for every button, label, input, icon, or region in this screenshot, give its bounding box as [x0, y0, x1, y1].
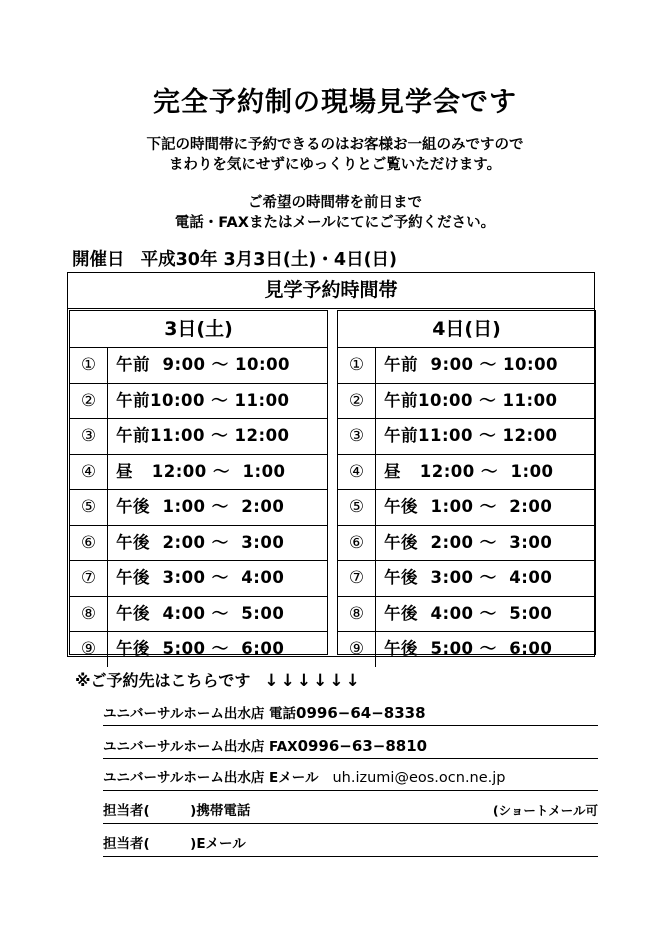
slot-time: 午前 9:00 〜 10:00	[384, 355, 559, 374]
contact-heading-text: ※ご予約先はこちらです	[75, 671, 251, 690]
time-slot-row	[338, 348, 595, 384]
slot-time: 昼 12:00 〜 1:00	[116, 461, 286, 481]
slot-time: 午後 1:00 〜 2:00	[384, 497, 553, 516]
time-slot-row	[70, 561, 327, 597]
time-slot-row	[70, 526, 327, 562]
time-slot-row	[70, 597, 327, 633]
slot-number: ⑥	[338, 526, 376, 561]
slot-number: ④	[338, 455, 376, 490]
contact-line-phone	[103, 702, 598, 726]
time-slot-row	[338, 419, 595, 455]
slot-time: 午前11:00 〜 12:00	[384, 426, 558, 445]
intro-line: ご希望の時間帯を前日まで	[248, 195, 422, 211]
contact-heading	[75, 668, 362, 691]
slot-time: 昼 12:00 〜 1:00	[384, 461, 554, 481]
slot-number: ⑧	[338, 597, 376, 632]
slot-time: 午前10:00 〜 11:00	[384, 390, 558, 410]
slot-time: 午前11:00 〜 12:00	[116, 426, 290, 445]
slot-number: ②	[70, 384, 108, 419]
staff-email-label: 担当者( )Eメール	[103, 836, 246, 852]
intro-line: 電話・FAXまたはメールにてにご予約ください。	[174, 215, 496, 231]
slot-number: ⑦	[70, 561, 108, 596]
day-column-4th	[337, 310, 596, 659]
event-date-value: 平成30年 3月3日(土)・4日(日)	[140, 250, 398, 270]
slot-number: ①	[338, 348, 376, 383]
intro-line: 下記の時間帯に予約できるのはお客様お一組のみですので	[146, 137, 524, 153]
slot-time: 午後 1:00 〜 2:00	[116, 497, 285, 516]
day-column-3rd	[69, 310, 328, 659]
fax-label: ユニバーサルホーム出水店 FAX	[103, 739, 298, 755]
time-slot-row	[338, 597, 595, 633]
slot-time: 午後 5:00 〜 6:00	[384, 639, 553, 658]
slot-time: 午後 2:00 〜 3:00	[116, 532, 285, 552]
time-slot-row	[70, 419, 327, 455]
slot-time: 午後 4:00 〜 5:00	[116, 603, 285, 623]
fax-number: 0996−63−8810	[297, 737, 428, 755]
slot-time: 午後 5:00 〜 6:00	[116, 639, 285, 658]
email-label: ユニバーサルホーム出水店 Eメール	[103, 770, 319, 786]
slot-time: 午後 3:00 〜 4:00	[384, 568, 553, 587]
slot-number: ⑥	[70, 526, 108, 561]
day-header: 4日(日)	[338, 311, 595, 348]
table-title: 見学予約時間帯	[68, 273, 594, 309]
slot-time: 午前 9:00 〜 10:00	[116, 355, 291, 374]
intro-line: まわりを気にせずにゆっくりとご覧いただけます。	[168, 157, 502, 173]
contact-line-fax	[103, 735, 598, 759]
slot-time: 午後 2:00 〜 3:00	[384, 532, 553, 552]
time-slot-row	[70, 632, 327, 667]
slot-number: ⑦	[338, 561, 376, 596]
time-slot-row	[70, 384, 327, 420]
email-address: uh.izumi@eos.ocn.ne.jp	[332, 770, 506, 786]
down-arrows-icon: ↓↓↓↓↓↓	[264, 671, 362, 691]
day-header: 3日(土)	[70, 311, 327, 348]
staff-mobile-label: 担当者( )携帯電話	[103, 803, 251, 819]
intro-paragraph-1	[0, 135, 670, 175]
page-title: 完全予約制の現場見学会です	[153, 87, 517, 118]
sms-note: (ショートメール可	[492, 803, 598, 818]
time-slot-row	[338, 455, 595, 491]
slot-time: 午前10:00 〜 11:00	[116, 390, 290, 410]
slot-time: 午後 3:00 〜 4:00	[116, 568, 285, 587]
time-slot-row	[338, 490, 595, 526]
time-slot-row	[338, 561, 595, 597]
slot-number: ⑨	[70, 632, 108, 667]
time-slot-row	[70, 490, 327, 526]
event-date-label: 開催日	[72, 250, 125, 270]
slot-number: ⑨	[338, 632, 376, 667]
intro-paragraph-2	[0, 193, 670, 233]
slot-number: ①	[70, 348, 108, 383]
time-slot-row	[70, 455, 327, 491]
slot-number: ③	[338, 419, 376, 454]
slot-number: ④	[70, 455, 108, 490]
event-date	[72, 246, 397, 271]
slot-number: ⑤	[338, 490, 376, 525]
contact-line-staff-mobile	[103, 800, 598, 824]
contact-line-email	[103, 767, 598, 791]
slot-number: ③	[70, 419, 108, 454]
time-slot-row	[338, 384, 595, 420]
phone-number: 0996−64−8338	[296, 704, 426, 722]
time-slot-row	[338, 526, 595, 562]
slot-number: ⑧	[70, 597, 108, 632]
slot-number: ②	[338, 384, 376, 419]
reservation-table	[67, 272, 595, 657]
slot-number: ⑤	[70, 490, 108, 525]
phone-label: ユニバーサルホーム出水店 電話	[103, 706, 297, 722]
slot-time: 午後 4:00 〜 5:00	[384, 603, 553, 623]
time-slot-row	[338, 632, 595, 667]
time-slot-row	[70, 348, 327, 384]
contact-line-staff-email	[103, 833, 598, 857]
